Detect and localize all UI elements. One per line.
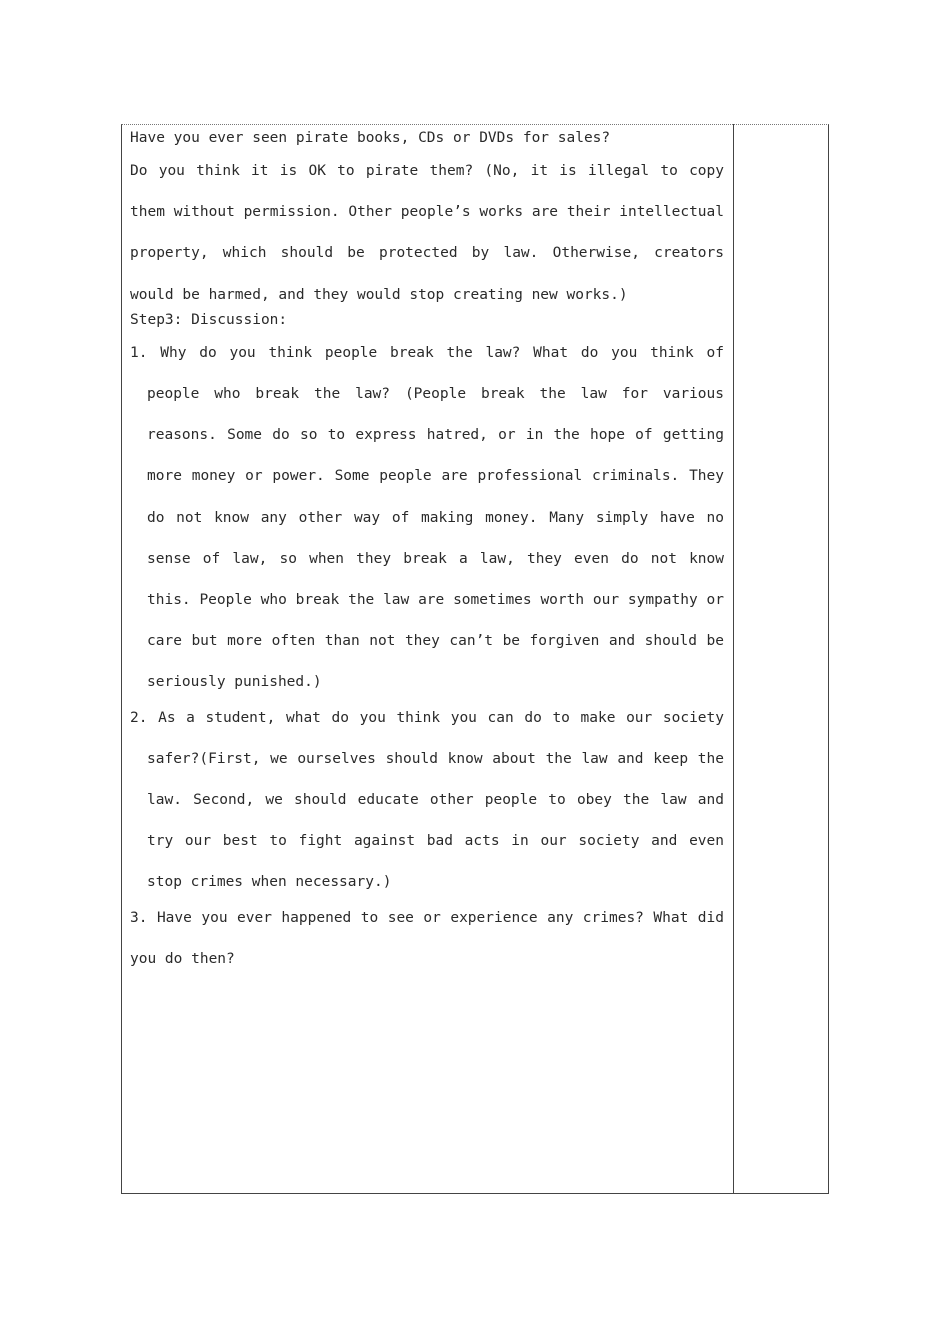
notes-column [734, 124, 829, 1194]
lesson-content [130, 128, 724, 980]
discussion-item-3: 3. Have you ever happened to see or experience any crimes? What did you do then? [130, 909, 724, 967]
discussion-item-2: 2. As a student, what do you think you can do to make our society safer?(First, we ourselves should know about the law and keep the law. Second, we should educate other people to obey the law and try our best to fight against bad acts in our society and even stop crimes when necessary.) [130, 709, 724, 891]
step-title: Step3: Discussion: [130, 311, 288, 328]
discussion-item-1: 1. Why do you think people break the law? What do you think of people who break the law? (People break the law for various reasons. Some do so to express hatred, or in the hope of getting more money or power. Some people are professional criminals. They do not know any other way of making money. Many simply have no sense of law, so when they break a law, they even do not know this. People who break the law are sometimes worth our sympathy or care but more often than not they can’t be forgiven and should be seriously punished.) [130, 344, 724, 691]
question-pirate-seen: Have you ever seen pirate books, CDs or DVDs for sales? [130, 130, 611, 146]
question-pirate-ok: Do you think it is OK to pirate them? (No, it is illegal to copy them without permission. Other people’s works are their intellectual property, which should be protected by law. Otherwise, creators would be harmed, and they would stop creating new works.) [130, 163, 724, 303]
